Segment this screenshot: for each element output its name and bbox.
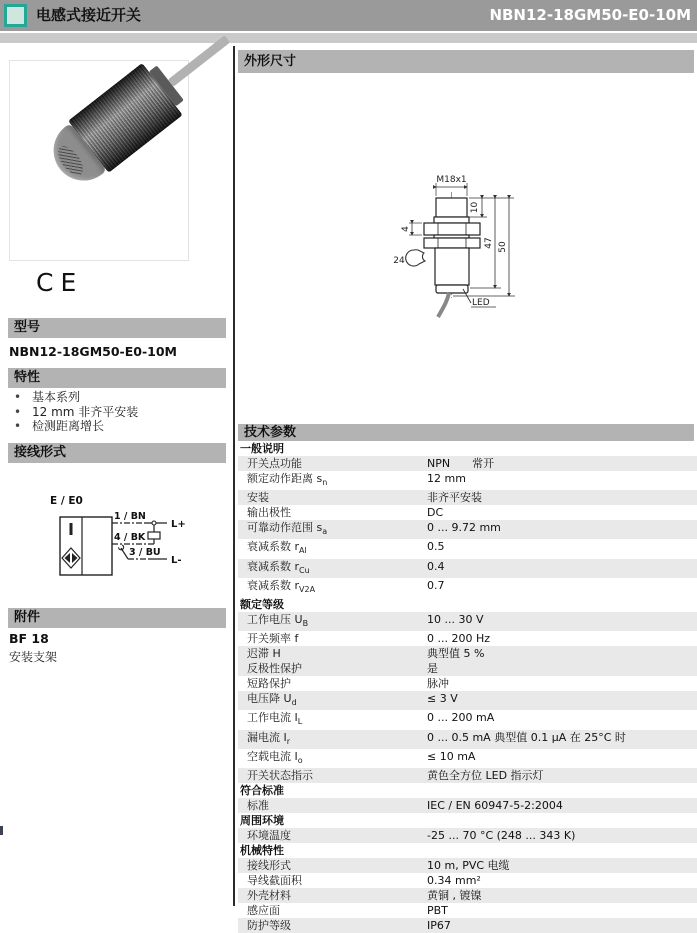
accessory-description: 安装支架 (9, 650, 58, 664)
spec-value: DC (427, 506, 444, 520)
spec-label: 接线形式 (247, 858, 291, 872)
section-header-connection: 接线形式 (8, 443, 226, 463)
wire-label-bk: 4 / BK (114, 532, 146, 543)
dim-10-label: 10 (470, 201, 480, 214)
spec-label: 导线截面积 (247, 873, 302, 887)
spec-value: PBT (427, 903, 448, 917)
spec-row (238, 828, 697, 843)
scan-artifact (0, 826, 3, 835)
bullet-icon: • (14, 419, 22, 434)
spec-value: ≤ 3 V (427, 692, 458, 706)
spec-value: 0.4 (427, 559, 445, 573)
spec-value-secondary: 常开 (472, 457, 495, 470)
spec-section-title: 一般说明 (240, 442, 284, 455)
spec-row (238, 578, 697, 597)
header-substrip (0, 33, 697, 43)
spec-section-title: 额定等级 (240, 597, 284, 611)
spec-label: 电压降 $U_d$ (247, 692, 297, 708)
drawing-cable (438, 293, 449, 317)
wiring-box (60, 517, 112, 575)
spec-section-title: 符合标准 (240, 783, 284, 797)
led-label: LED (472, 298, 490, 308)
feature-item (10, 419, 226, 434)
spec-label: 安装 (247, 491, 269, 505)
column-divider (233, 46, 235, 906)
spec-value: 黄铜 , 镀镍 (427, 888, 482, 902)
spec-value: 0.5 (427, 540, 445, 554)
terminal-plus: L+ (171, 519, 186, 530)
spec-label: 工作电压 $U_B$ (247, 612, 309, 629)
spec-label: 迟滞 H (247, 647, 281, 661)
spec-label: 额定动作距离 $s_n$ (247, 472, 328, 488)
spec-label: 反极性保护 (247, 662, 302, 676)
spec-row (238, 456, 697, 471)
spec-value: 0 ... 200 Hz (427, 632, 491, 646)
spec-row (238, 471, 697, 490)
spec-row (238, 505, 697, 520)
spec-section-title: 机械特性 (240, 843, 284, 857)
wiring-diagram (28, 492, 218, 587)
spec-value: ≤ 10 mA (427, 749, 476, 763)
sensor-cable (168, 35, 230, 86)
spec-row (238, 903, 697, 918)
spec-value: 10 m, PVC 电缆 (427, 858, 510, 872)
spec-row (238, 710, 697, 729)
spec-row (238, 749, 697, 768)
wrench-icon (406, 250, 425, 266)
model-number: NBN12-18GM50-E0-10M (9, 344, 177, 359)
spec-row (238, 798, 697, 813)
section-header-features: 特性 (8, 368, 226, 388)
load-resistor-icon (148, 532, 160, 539)
spec-label: 可靠动作范围 $s_a$ (247, 521, 328, 537)
wire-label-bn: 1 / BN (114, 511, 146, 522)
spec-label: 漏电流 $I_r$ (247, 730, 291, 746)
spec-label: 衰减系数 $r_{Al}$ (247, 540, 307, 556)
spec-value: 0 ... 9.72 mm (427, 521, 501, 535)
spec-label: 衰减系数 $r_{Cu}$ (247, 559, 310, 575)
wiring-type-label: E / E0 (50, 495, 83, 507)
features-list (10, 390, 226, 434)
sensor-face-etching (53, 142, 87, 179)
spec-value: 黄色全方位 LED 指示灯 (427, 768, 544, 782)
spec-label: 开关点功能 (247, 457, 302, 470)
brand-square-icon (4, 4, 27, 27)
spec-label: 开关频率 f (247, 632, 299, 646)
terminal-minus: L- (171, 555, 182, 566)
feature-item (10, 390, 226, 405)
spec-value: 0 ... 0.5 mA 典型值 0.1 μA 在 25°C 时 (427, 730, 626, 744)
wire-label-bu: 3 / BU (129, 547, 161, 558)
spec-value: IP67 (427, 918, 451, 932)
dimension-drawing (365, 158, 575, 328)
spec-row (238, 612, 697, 631)
spec-row (238, 559, 697, 578)
spec-row (238, 918, 697, 933)
spec-label: 工作电流 $I_L$ (247, 711, 303, 727)
spec-label: 感应面 (247, 903, 280, 917)
spec-value: NPN (427, 457, 451, 470)
spec-row (238, 858, 697, 873)
spec-value: 脉冲 (427, 677, 449, 691)
accessory-model: BF 18 (9, 631, 49, 646)
bullet-icon: • (14, 390, 22, 404)
spec-value: 0 ... 200 mA (427, 711, 495, 725)
section-header-dimensions: 外形尺寸 (238, 50, 694, 73)
spec-row (238, 888, 697, 903)
diamond-arrows-icon (62, 548, 80, 568)
spec-label: 输出极性 (247, 506, 291, 520)
spec-row (238, 520, 697, 539)
spec-label: 环境温度 (247, 828, 291, 842)
spec-row (238, 490, 697, 505)
bullet-icon: • (14, 404, 22, 419)
part-number: NBN12-18GM50-E0-10M (489, 6, 691, 24)
feature-text: 12 mm 非齐平安装 (32, 404, 139, 419)
spec-row (238, 661, 697, 676)
page-title: 电感式接近开关 (36, 6, 142, 24)
spec-value: 0.34 mm² (427, 873, 481, 887)
feature-item (10, 405, 226, 420)
dim-4-label: 4 (401, 226, 411, 232)
section-header-tech-data: 技术参数 (238, 424, 694, 441)
spec-value: 是 (427, 662, 438, 676)
switch-contact-icon (121, 548, 128, 559)
dim-50-label: 50 (498, 241, 508, 253)
spec-row (238, 539, 697, 558)
spec-section-title: 周围环境 (240, 813, 284, 827)
spec-row (238, 730, 697, 749)
spec-row (238, 768, 697, 783)
spec-label: 短路保护 (247, 677, 291, 691)
spec-row (238, 676, 697, 691)
feature-text: 基本系列 (32, 390, 81, 404)
section-header-model: 型号 (8, 318, 226, 338)
spec-value: 10 ... 30 V (427, 612, 484, 626)
spec-row (238, 691, 697, 710)
spec-value: 12 mm (427, 472, 466, 485)
spec-value: 非齐平安装 (427, 491, 482, 505)
spec-row (238, 873, 697, 888)
spec-label: 空载电流 $I_o$ (247, 749, 303, 765)
product-photo (9, 60, 189, 261)
ce-mark: CE (36, 268, 84, 297)
dim-47-label: 47 (484, 237, 494, 249)
feature-text: 检测距离增长 (32, 419, 105, 434)
header-bar (0, 0, 697, 31)
spec-value: -25 ... 70 °C (248 ... 343 K) (427, 828, 576, 842)
spec-row (238, 631, 697, 646)
spec-label: 衰减系数 $r_{V2A}$ (247, 578, 316, 594)
spec-value: 0.7 (427, 578, 445, 592)
spec-label: 标准 (247, 798, 269, 812)
spec-row (238, 646, 697, 661)
section-header-accessories: 附件 (8, 608, 226, 628)
spec-label: 防护等级 (247, 918, 291, 932)
spec-label: 外壳材料 (247, 888, 291, 902)
spec-label: 开关状态指示 (247, 768, 313, 782)
spec-value: IEC / EN 60947-5-2:2004 (427, 798, 563, 812)
spec-value: 典型值 5 % (427, 647, 485, 661)
dim-24-label: 24 (393, 256, 405, 266)
tech-table (238, 441, 697, 933)
junction-node (152, 521, 156, 525)
thread-dim-label: M18x1 (436, 175, 467, 185)
